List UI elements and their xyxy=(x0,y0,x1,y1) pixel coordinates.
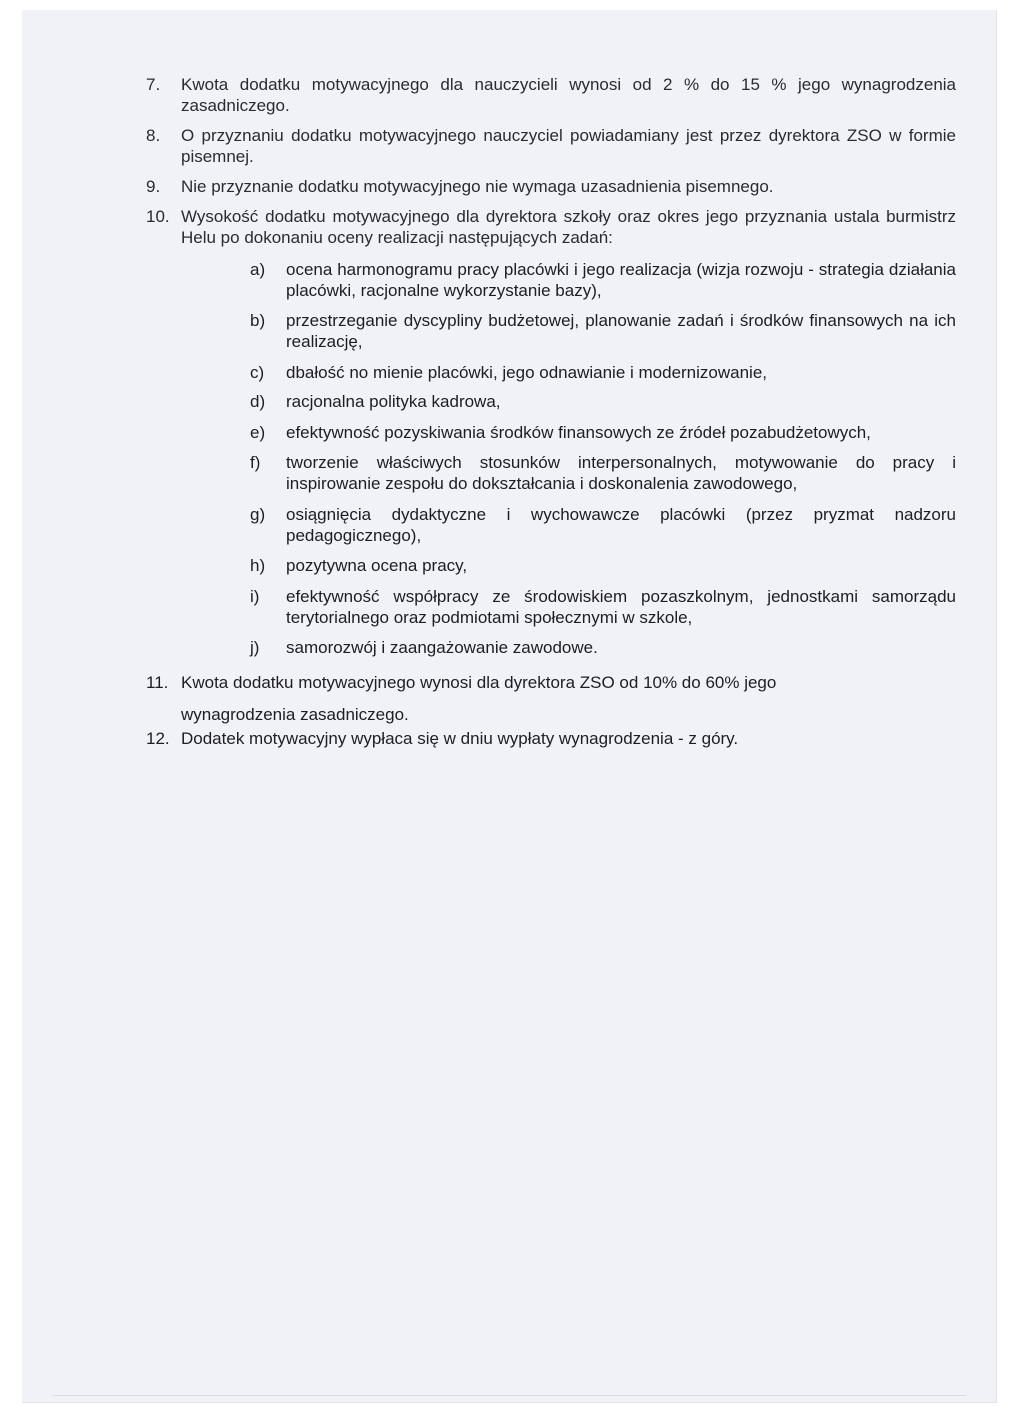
list-item-10 xyxy=(146,206,956,248)
sub-item-i xyxy=(250,586,956,628)
item-number: 9. xyxy=(146,177,161,196)
item-text: Nie przyznanie dodatku motywacyjnego nie wymaga uzasadnienia pisemnego. xyxy=(181,177,774,196)
sub-item-text: pozytywna ocena pracy, xyxy=(286,556,468,575)
sub-item-text: efektywność pozyskiwania środków finansowych ze źródeł pozabudżetowych, xyxy=(286,423,871,442)
list-item-12 xyxy=(146,728,956,749)
bottom-divider xyxy=(52,1395,966,1396)
sub-item-b xyxy=(250,310,956,352)
sub-item-letter: h) xyxy=(250,556,266,575)
item-number: 12. xyxy=(146,729,170,748)
sub-item-text: osiągnięcia dydaktyczne i wychowawcze placówki (przez pryzmat nadzoru pedagogicznego), xyxy=(286,505,956,545)
sub-item-c xyxy=(250,362,956,383)
sub-item-text: dbałość no mienie placówki, jego odnawianie i modernizowanie, xyxy=(286,363,768,382)
list-item-11 xyxy=(146,667,846,731)
sub-item-text: ocena harmonogramu pracy placówki i jego realizacja (wizja rozwoju - strategia działania placówki, racjonalne wykorzystanie bazy), xyxy=(286,260,956,300)
sub-item-text: przestrzeganie dyscypliny budżetowej, planowanie zadań i środków finansowych na ich realizację, xyxy=(286,311,956,351)
sub-item-letter: d) xyxy=(250,392,266,411)
item-number: 7. xyxy=(146,75,161,94)
sub-item-d xyxy=(250,391,956,412)
sub-item-letter: f) xyxy=(250,453,261,472)
sub-item-text: tworzenie właściwych stosunków interpersonalnych, motywowanie do pracy i inspirowanie zespołu do dokształcania i doskonalenia zawodowego, xyxy=(286,453,956,493)
sub-item-a xyxy=(250,259,956,301)
sub-item-e xyxy=(250,422,956,443)
item-text: Kwota dodatku motywacyjnego wynosi dla dyrektora ZSO od 10% do 60% jego wynagrodzenia zasadniczego. xyxy=(181,673,777,724)
sub-item-j xyxy=(250,637,956,658)
sub-item-letter: e) xyxy=(250,423,266,442)
list-item-8 xyxy=(146,125,956,167)
item-number: 8. xyxy=(146,126,161,145)
sub-item-text: efektywność współpracy ze środowiskiem pozaszkolnym, jednostkami samorządu terytorialnego oraz podmiotami społecznymi w szkole, xyxy=(286,587,956,627)
sub-item-letter: a) xyxy=(250,260,266,279)
list-item-9 xyxy=(146,176,956,197)
item-text: Dodatek motywacyjny wypłaca się w dniu wypłaty wynagrodzenia - z góry. xyxy=(181,729,739,748)
document-page xyxy=(22,10,997,1403)
item-number: 11. xyxy=(146,673,169,692)
sub-item-h xyxy=(250,555,956,576)
item-text: Wysokość dodatku motywacyjnego dla dyrektora szkoły oraz okres jego przyznania ustala burmistrz Helu po dokonaniu oceny realizacji następujących zadań: xyxy=(181,207,956,247)
item-number: 10. xyxy=(146,207,170,226)
sub-item-g xyxy=(250,504,956,546)
sub-item-letter: g) xyxy=(250,505,266,524)
item-text: O przyznaniu dodatku motywacyjnego nauczyciel powiadamiany jest przez dyrektora ZSO w formie pisemnej. xyxy=(181,126,956,166)
sub-item-letter: i) xyxy=(250,587,260,606)
sub-item-letter: c) xyxy=(250,363,265,382)
sub-item-letter: j) xyxy=(250,638,260,657)
sub-item-letter: b) xyxy=(250,311,266,330)
sub-item-text: racjonalna polityka kadrowa, xyxy=(286,392,501,411)
item-text: Kwota dodatku motywacyjnego dla nauczycieli wynosi od 2 % do 15 % jego wynagrodzenia zasadniczego. xyxy=(181,75,956,115)
sub-item-f xyxy=(250,452,956,494)
list-item-7 xyxy=(146,74,956,116)
sub-item-text: samorozwój i zaangażowanie zawodowe. xyxy=(286,638,598,657)
